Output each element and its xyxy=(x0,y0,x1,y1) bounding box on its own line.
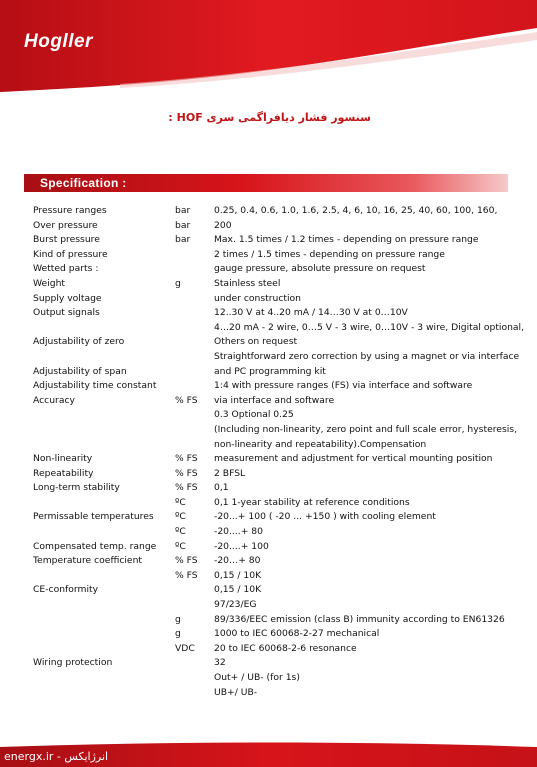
spec-label: Adjustability of zero xyxy=(33,336,125,348)
spec-label: CE-conformity xyxy=(33,584,99,596)
spec-row xyxy=(0,350,537,365)
spec-label: Weight xyxy=(33,277,66,289)
spec-label: Compensated temp. range xyxy=(33,540,157,552)
spec-value: 0,15 / 10K xyxy=(214,584,262,596)
spec-value: Straightforward zero correction by using a magnet or via interface xyxy=(214,350,520,362)
spec-value: 20 to IEC 60068-2-6 resonance xyxy=(214,642,357,654)
brand-logo: Hogller xyxy=(24,31,93,52)
spec-row xyxy=(0,613,537,628)
spec-row xyxy=(0,598,537,613)
spec-label: Long-term stability xyxy=(33,482,120,494)
spec-row xyxy=(0,277,537,292)
spec-value: -20…+ 80 xyxy=(214,555,261,567)
spec-unit: ºC xyxy=(175,511,186,523)
spec-label: Permissable temperatures xyxy=(33,511,154,523)
spec-value: Others on request xyxy=(214,336,298,348)
spec-value: -20...+ 100 ( -20 ... +150 ) with cooling element xyxy=(214,511,436,523)
spec-value: 97/23/EG xyxy=(214,599,257,611)
spec-value: 32 xyxy=(214,657,226,669)
spec-label: Wetted parts : xyxy=(33,263,99,275)
spec-row xyxy=(0,321,537,336)
spec-row xyxy=(0,262,537,277)
spec-value: and PC programming kit xyxy=(214,365,326,377)
spec-value: 0,15 / 10K xyxy=(214,569,262,581)
spec-value: Stainless steel xyxy=(214,277,281,289)
spec-value: 1:4 with pressure ranges (FS) via interface and software xyxy=(214,380,473,392)
spec-row xyxy=(0,627,537,642)
spec-row xyxy=(0,642,537,657)
spec-row xyxy=(0,496,537,511)
spec-label: Over pressure xyxy=(33,219,98,231)
spec-unit: % FS xyxy=(175,467,198,479)
spec-label: Pressure ranges xyxy=(33,205,107,216)
spec-unit: bar xyxy=(175,205,191,216)
spec-value: 4…20 mA - 2 wire, 0…5 V - 3 wire, 0…10V - 3 wire, Digital optional, xyxy=(214,321,525,333)
spec-row xyxy=(0,394,537,409)
spec-unit: % FS xyxy=(175,555,198,567)
spec-unit: % FS xyxy=(175,569,198,581)
spec-unit: ºC xyxy=(175,526,186,538)
spec-value: Out+ / UB- (for 1s) xyxy=(214,672,300,683)
spec-row xyxy=(0,306,537,321)
spec-row xyxy=(0,467,537,482)
spec-value: 1000 to IEC 60068-2-27 mechanical xyxy=(214,628,380,640)
spec-row xyxy=(0,292,537,307)
footer-text: energx.ir - انرژایکس xyxy=(4,750,109,763)
spec-row xyxy=(0,481,537,496)
spec-value: 0,1 1-year stability at reference conditions xyxy=(214,496,410,508)
spec-unit: bar xyxy=(175,219,191,231)
spec-value: measurement and adjustment for vertical mounting position xyxy=(214,453,493,465)
spec-value: 0.3 Optional 0.25 xyxy=(214,409,294,421)
spec-unit: % FS xyxy=(175,453,198,465)
page-title: سنسور فشار دیافراگمی سری HOF : xyxy=(168,111,371,124)
spec-unit: g xyxy=(175,277,181,289)
spec-row xyxy=(0,335,537,350)
spec-row xyxy=(0,686,537,701)
spec-value: via interface and software xyxy=(214,394,335,406)
spec-row xyxy=(0,540,537,555)
spec-value: 0,1 xyxy=(214,482,229,494)
spec-row xyxy=(0,452,537,467)
spec-value: UB+/ UB- xyxy=(214,686,258,698)
spec-row xyxy=(0,438,537,453)
spec-row xyxy=(0,219,537,234)
spec-row xyxy=(0,233,537,248)
spec-label: Adjustability of span xyxy=(33,365,127,377)
spec-unit: ºC xyxy=(175,496,186,508)
spec-row xyxy=(0,671,537,686)
spec-value: Max. 1.5 times / 1.2 times - depending on pressure range xyxy=(214,234,479,246)
spec-row xyxy=(0,423,537,438)
spec-value: 2 BFSL xyxy=(214,467,246,479)
spec-value: (Including non-linearity, zero point and full scale error, hysteresis, xyxy=(214,423,517,435)
spec-value: 12..30 V at 4..20 mA / 14…30 V at 0…10V xyxy=(214,307,408,319)
spec-row xyxy=(0,525,537,540)
spec-label: Wiring protection xyxy=(33,657,113,669)
spec-row xyxy=(0,554,537,569)
spec-label: Repeatability xyxy=(33,467,94,479)
spec-row xyxy=(0,204,537,219)
spec-unit: g xyxy=(175,613,181,625)
spec-value: gauge pressure, absolute pressure on request xyxy=(214,263,426,275)
spec-label: Output signals xyxy=(33,307,100,319)
spec-unit: % FS xyxy=(175,394,198,406)
spec-unit: % FS xyxy=(175,482,198,494)
spec-value: 2 times / 1.5 times - depending on pressure range xyxy=(214,248,445,260)
spec-table xyxy=(0,204,537,700)
spec-label: Kind of pressure xyxy=(33,248,108,260)
spec-label: Non-linearity xyxy=(33,453,93,465)
spec-label: Accuracy xyxy=(33,394,75,406)
spec-unit: ºC xyxy=(175,540,186,552)
spec-row xyxy=(0,583,537,598)
spec-label: Adjustability time constant xyxy=(33,380,157,392)
spec-label: Supply voltage xyxy=(33,292,102,304)
spec-row xyxy=(0,510,537,525)
spec-label: Temperature coefficient xyxy=(33,555,143,567)
spec-value: 200 xyxy=(214,219,232,231)
spec-value: non-linearity and repeatability).Compensation xyxy=(214,438,427,450)
spec-row xyxy=(0,656,537,671)
spec-row xyxy=(0,408,537,423)
spec-row xyxy=(0,569,537,584)
spec-row xyxy=(0,365,537,380)
spec-unit: VDC xyxy=(175,642,195,654)
spec-value: 0.25, 0.4, 0.6, 1.0, 1.6, 2.5, 4, 6, 10, 16, 25, 40, 60, 100, 160, xyxy=(214,205,498,216)
spec-row xyxy=(0,248,537,263)
section-title: Specification : xyxy=(40,176,127,190)
spec-unit: g xyxy=(175,628,181,640)
spec-value: -20....+ 80 xyxy=(214,526,263,538)
spec-label: Burst pressure xyxy=(33,234,100,246)
spec-row xyxy=(0,379,537,394)
spec-value: 89/336/EEC emission (class B) immunity according to EN61326 xyxy=(214,613,505,625)
spec-unit: bar xyxy=(175,234,191,246)
spec-value: under construction xyxy=(214,292,301,304)
spec-value: -20....+ 100 xyxy=(214,540,269,552)
